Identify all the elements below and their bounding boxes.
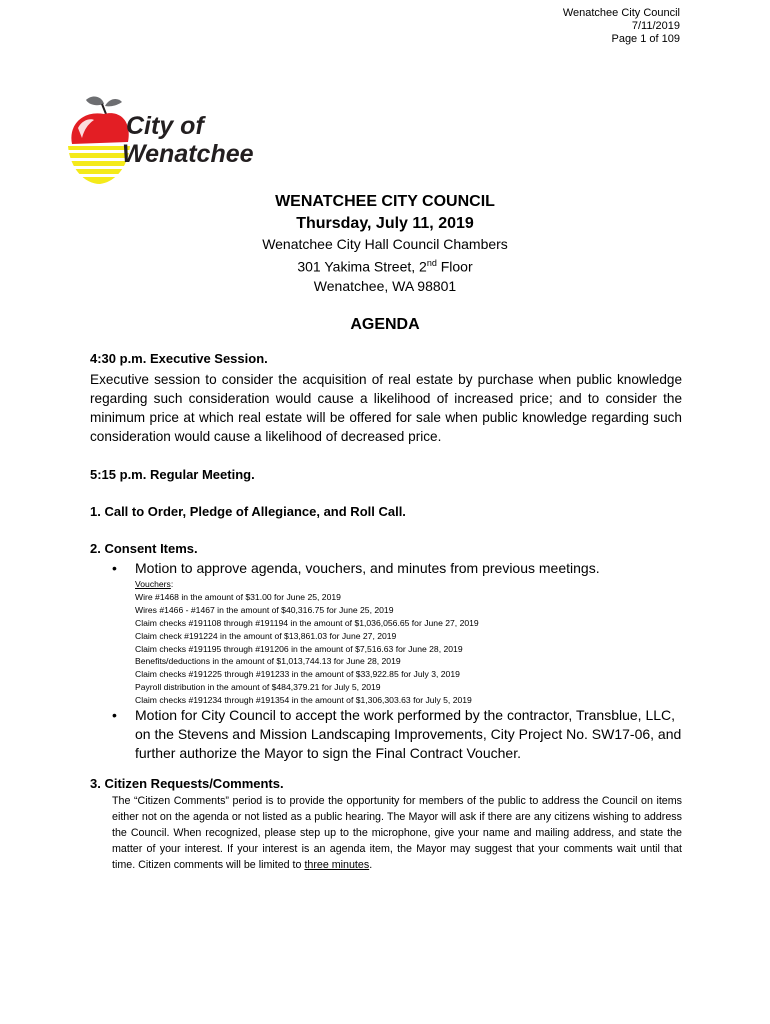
header-date: 7/11/2019 <box>631 20 680 32</box>
exec-session-text: Executive session to consider the acquisition of real estate by purchase when public knowledge regarding such consideration would cause a likelihood of increased price; and to consider the minimum price at which real estate will be offered for sale when public knowledge regarding such consideration would cause a likelihood of decreased price. <box>90 372 682 444</box>
bullet-icon: • <box>112 707 117 723</box>
three-minutes: three minutes <box>304 859 370 871</box>
venue: Wenatchee City Hall Council Chambers <box>262 236 508 252</box>
bullet-icon: • <box>112 560 117 576</box>
regular-meeting-heading: 5:15 p.m. Regular Meeting. <box>90 467 255 482</box>
voucher-item: Claim check #191224 in the amount of $13,861.03 for June 27, 2019 <box>135 630 397 641</box>
item2-heading: 2. Consent Items. <box>90 541 198 556</box>
meeting-date: Thursday, July 11, 2019 <box>296 215 474 232</box>
voucher-item: Wire #1468 in the amount of $31.00 for June 25, 2019 <box>135 591 341 602</box>
item1-heading: 1. Call to Order, Pledge of Allegiance, and Roll Call. <box>90 504 406 519</box>
motion-accept-work: Motion for City Council to accept the work performed by the contractor, Transblue, LLC, on the Stevens and Mission Landscaping Improvements, City Project No. SW17-06, and further authorize the Mayor to sign the Final Contract Voucher. <box>135 707 682 761</box>
voucher-item: Claim checks #191108 through #191194 in the amount of $1,036,056.65 for June 27, 2019 <box>135 617 479 628</box>
vouchers-label: Vouchers: <box>135 579 174 589</box>
motion-approve-agenda: Motion to approve agenda, vouchers, and minutes from previous meetings. <box>135 560 600 576</box>
meeting-address <box>0 235 770 296</box>
header-page-number: Page 1 of 109 <box>611 33 680 45</box>
logo-line2: Wenatchee <box>122 140 254 168</box>
voucher-item: Benefits/deductions in the amount of $1,013,744.13 for June 28, 2019 <box>135 656 401 667</box>
vouchers-list <box>135 578 675 707</box>
voucher-item: Claim checks #191234 through #191354 in the amount of $1,306,303.63 for July 5, 2019 <box>135 695 472 706</box>
city-logo <box>64 94 264 194</box>
voucher-item: Payroll distribution in the amount of $484,379.21 for July 5, 2019 <box>135 682 381 693</box>
item3-heading: 3. Citizen Requests/Comments. <box>90 776 284 791</box>
council-title: WENATCHEE CITY COUNCIL <box>275 193 495 210</box>
logo-line1: City of <box>126 112 204 140</box>
citizen-comments-text: The “Citizen Comments” period is to provide the opportunity for members of the public to address the Council on items either not on the agenda or not listed as a public hearing. The Mayor will ask if there are any citizens wishing to address the Council. When recognized, please step up to the microphone, give your name and mailing address, and state the matter of your interest. If your interest is an agenda item, the Mayor may suggest that your comments wait until that time. Citizen comments will be limited to three minutes. <box>112 795 682 871</box>
voucher-item: Claim checks #191195 through #191206 in the amount of $7,516.63 for June 28, 2019 <box>135 643 463 654</box>
voucher-item: Claim checks #191225 through #191233 in the amount of $33,922.85 for July 3, 2019 <box>135 669 460 680</box>
street: 301 Yakima Street, 2nd Floor <box>297 258 473 275</box>
city-state: Wenatchee, WA 98801 <box>313 277 457 294</box>
page-header <box>563 7 680 46</box>
header-org: Wenatchee City Council <box>562 7 680 19</box>
exec-session-heading: 4:30 p.m. Executive Session. <box>90 351 268 366</box>
voucher-item: Wires #1466 - #1467 in the amount of $40,316.75 for June 25, 2019 <box>135 604 394 615</box>
agenda-heading: AGENDA <box>350 316 420 333</box>
